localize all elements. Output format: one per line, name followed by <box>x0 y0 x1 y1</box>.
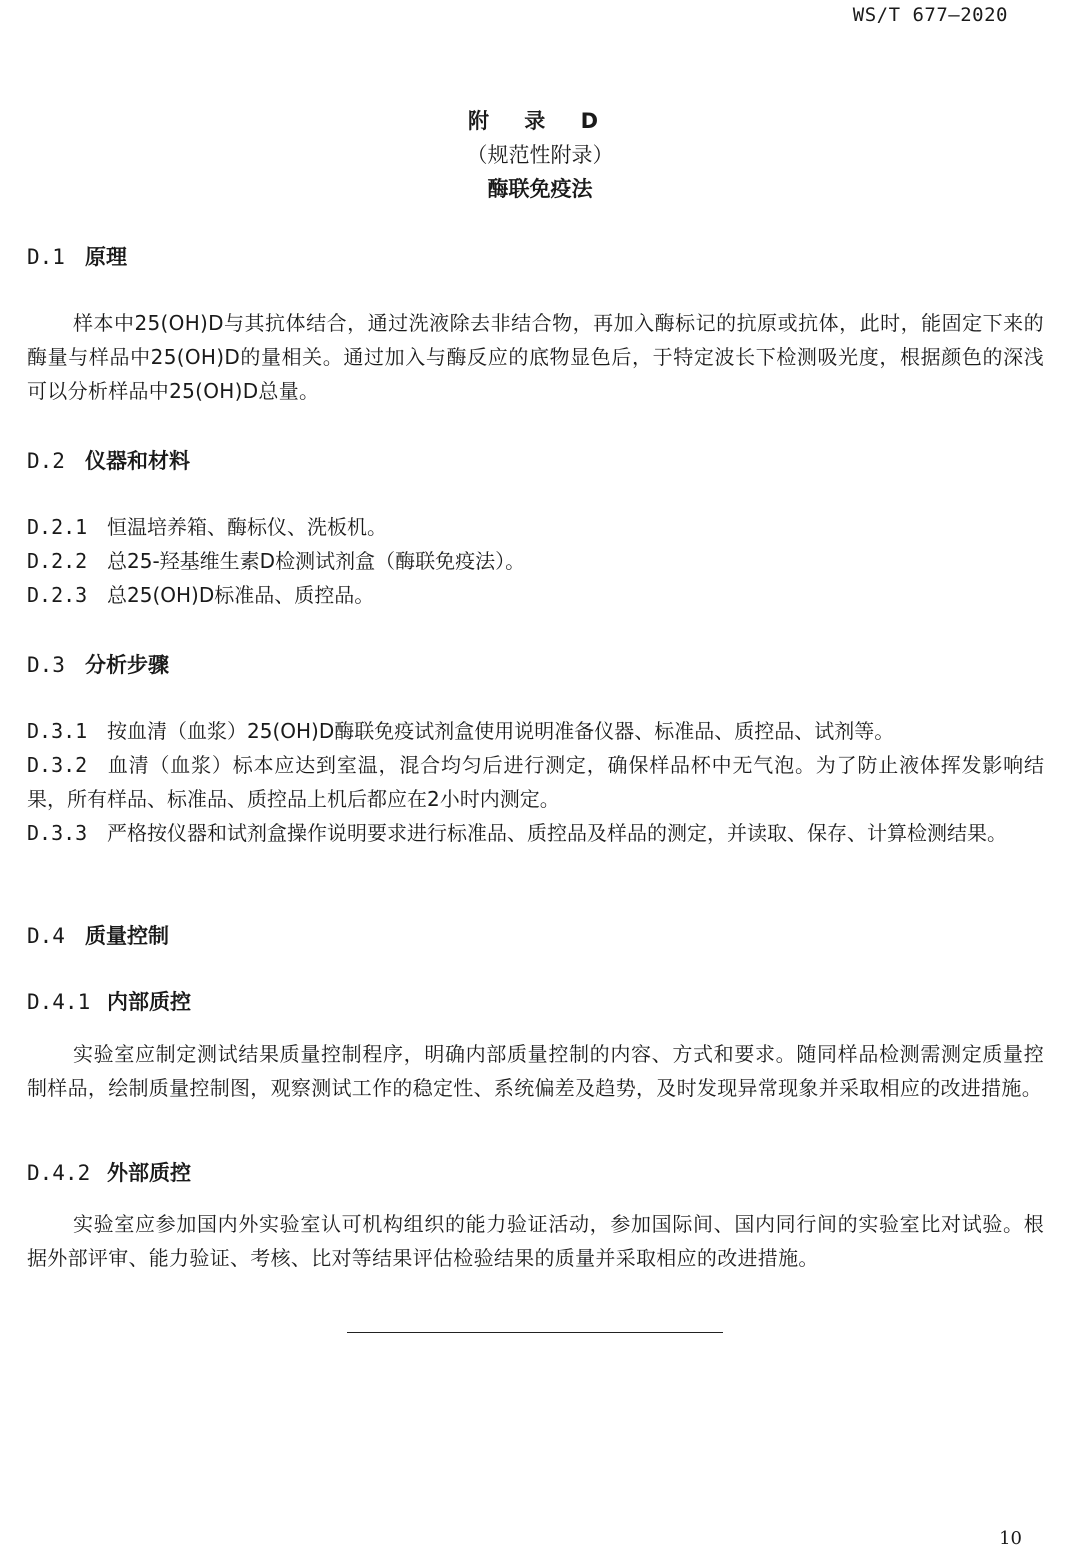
item-text: 严格按仪器和试剂盒操作说明要求进行标准品、质控品及样品的测定，并读取、保存、计算检测结果。 <box>107 821 1007 845</box>
appendix-name: 酶联免疫法 <box>487 177 593 201</box>
item-text: 总25-羟基维生素D检测试剂盒（酶联免疫法）。 <box>107 549 526 573</box>
list-item-d3-2 <box>27 748 1044 816</box>
list-item-d2-2 <box>27 544 1044 578</box>
section-title: 分析步骤 <box>85 653 169 677</box>
section-heading-d2 <box>27 445 190 475</box>
section-title: 原理 <box>85 245 127 269</box>
list-item-d3-3 <box>27 816 1044 850</box>
item-text: 血清（血浆）标本应达到室温，混合均匀后进行测定，确保样品杯中无气泡。为了防止液体挥发影响结果，所有样品、标准品、质控品上机后都应在2小时内测定。 <box>27 753 1044 811</box>
paragraph-internal-qc: 实验室应制定测试结果质量控制程序，明确内部质量控制的内容、方式和要求。随同样品检测需测定质量控制样品，绘制质量控制图，观察测试工作的稳定性、系统偏差及趋势，及时发现异常现象并采取相应的改进措施。 <box>27 1042 1044 1100</box>
item-number: D.3.1 <box>27 719 88 743</box>
list-item-d2-1 <box>27 510 1044 544</box>
subsection-number: D.4.1 <box>27 990 91 1014</box>
section-number: D.2 <box>27 449 65 473</box>
section-title: 质量控制 <box>85 924 169 948</box>
section-number: D.4 <box>27 924 65 948</box>
subsection-heading-d4-2 <box>27 1157 191 1187</box>
section-number: D.1 <box>27 245 65 269</box>
section-number: D.3 <box>27 653 65 677</box>
subsection-number: D.4.2 <box>27 1161 91 1185</box>
section-heading-d3 <box>27 649 169 679</box>
section-heading-d1 <box>27 241 127 271</box>
appendix-label: 附 录 D <box>467 109 613 133</box>
page-number: 10 <box>999 1528 1022 1549</box>
end-rule <box>347 1332 723 1333</box>
list-item-d3-1 <box>27 714 1044 748</box>
subsection-title: 内部质控 <box>107 990 191 1014</box>
appendix-title-block <box>0 104 1080 206</box>
appendix-type: （规范性附录） <box>466 143 614 167</box>
item-number: D.3.2 <box>27 753 88 777</box>
item-number: D.2.1 <box>27 515 88 539</box>
item-number: D.3.3 <box>27 821 88 845</box>
list-item-d2-3 <box>27 578 1044 612</box>
paragraph-external-qc: 实验室应参加国内外实验室认可机构组织的能力验证活动，参加国际间、国内同行间的实验室比对试验。根据外部评审、能力验证、考核、比对等结果评估检验结果的质量并采取相应的改进措施。 <box>27 1212 1044 1270</box>
subsection-title: 外部质控 <box>107 1161 191 1185</box>
paragraph-principle: 样本中25(OH)D与其抗体结合，通过洗液除去非结合物，再加入酶标记的抗原或抗体，此时，能固定下来的酶量与样品中25(OH)D的量相关。通过加入与酶反应的底物显色后，于特定波长下检测吸光度，根据颜色的深浅可以分析样品中25(OH)D总量。 <box>27 311 1044 403</box>
item-number: D.2.2 <box>27 549 88 573</box>
item-text: 恒温培养箱、酶标仪、洗板机。 <box>107 515 387 539</box>
item-text: 总25(OH)D标准品、质控品。 <box>107 583 375 607</box>
section-heading-d4 <box>27 920 169 950</box>
subsection-heading-d4-1 <box>27 986 191 1016</box>
item-text: 按血清（血浆）25(OH)D酶联免疫试剂盒使用说明准备仪器、标准品、质控品、试剂等。 <box>107 719 895 743</box>
standard-code: WS/T 677—2020 <box>852 4 1008 26</box>
section-title: 仪器和材料 <box>85 449 190 473</box>
item-number: D.2.3 <box>27 583 88 607</box>
